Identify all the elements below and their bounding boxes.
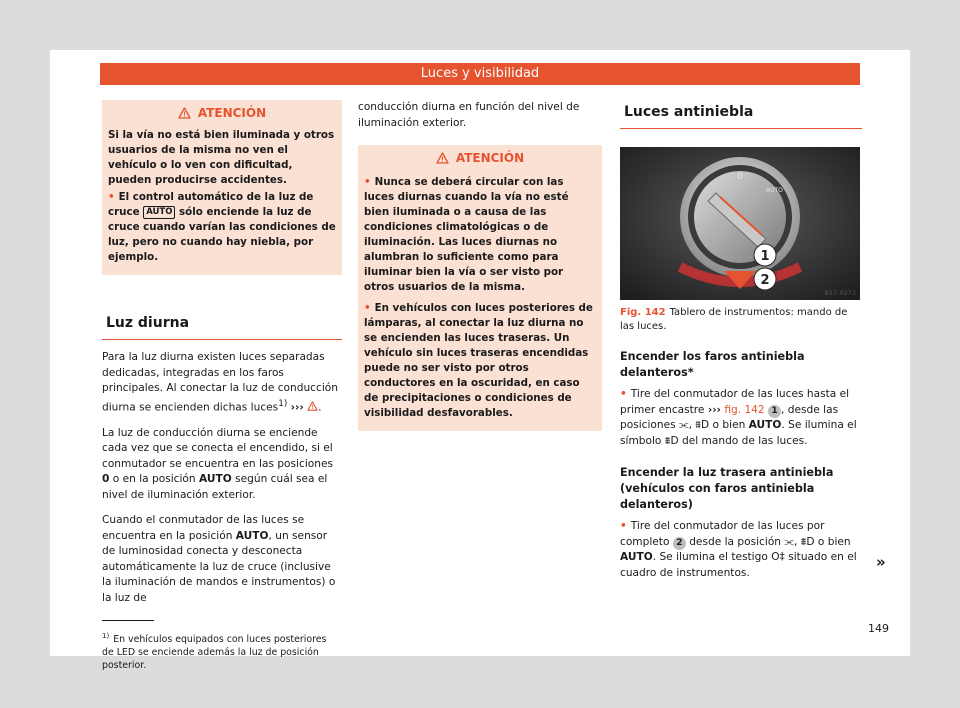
step-rear-fog: • Tire del conmutador de las luces por completo 2 desde la posición ⫘, ⩩D o bien AUTO. Se ilumina el testigo O‡ situado en el cuadro de instrumentos.	[620, 520, 857, 579]
paragraph-1: Para la luz diurna existen luces separadas dedicadas, integradas en los faros principales. Al conectar la luz de conducción diurna se encienden dichas luces$^{1)}$ ››› .	[102, 351, 338, 414]
section-luz-diurna	[102, 315, 342, 606]
step-rear-fog-text-a: Tire del conmutador de las luces por completo	[620, 520, 825, 548]
step-front-fog-text-a: Tire del conmutador de las luces hasta el primer encastre	[620, 388, 850, 416]
warning-body	[102, 124, 342, 265]
paragraph-continued: conducción diurna en función del nivel de iluminación exterior.	[358, 101, 580, 129]
subsection-front-fog: Encender los faros antiniebla delanteros*	[620, 350, 805, 379]
step-front-fog-text-c: o bien	[712, 419, 746, 431]
paragraph-3-text-a: Cuando el conmutador de las luces se encuentra en la posición	[102, 514, 305, 542]
paragraph-2-text-b: o en la posición	[112, 473, 196, 486]
step-front-fog-text-d: . Se ilumina el símbolo	[620, 419, 857, 447]
warning-box-daytime	[358, 145, 602, 431]
warning-list-item-2	[364, 301, 596, 421]
rear-fog-icon: O‡	[771, 551, 785, 563]
bullet: •	[364, 176, 371, 188]
paragraph-2	[102, 426, 342, 504]
position-light-icon: ⫘	[784, 535, 794, 548]
front-fog-icon: ⩩D	[664, 434, 679, 447]
step-rear-fog-text-e: situado en el cuadro de instrumentos.	[620, 551, 857, 579]
bullet: •	[108, 191, 115, 203]
footnote-ref[interactable]: 1)	[278, 398, 288, 409]
paragraph-1-text: Para la luz diurna existen luces separadas dedicadas, integradas en los faros principales. Al conectar la luz de conducción diurna se encienden dichas luces	[102, 351, 338, 414]
warning-box-lighting	[102, 100, 342, 275]
subsection-rear-fog: Encender la luz trasera antiniebla (vehículos con faros antiniebla delanteros)	[620, 466, 834, 511]
footnote	[102, 630, 340, 672]
figure-reference-link[interactable]: fig. 142	[724, 403, 765, 416]
warning-triangle-icon	[178, 107, 191, 119]
low-beam-icon: ⩩D	[800, 535, 815, 548]
warning-title-text: ATENCIÓN	[197, 106, 267, 120]
knob-label-zero: 0	[737, 172, 743, 182]
paragraph-2-text-c: según cuál sea el nivel de iluminación exterior.	[102, 473, 328, 501]
low-beam-icon: ⩩D	[695, 419, 710, 431]
figure-light-switch	[620, 147, 860, 300]
paragraph-3	[102, 513, 342, 606]
bullet: •	[620, 520, 627, 532]
warning-list-item	[108, 190, 336, 265]
bullet: •	[364, 302, 371, 314]
position-zero-symbol: 0	[102, 473, 110, 486]
continue-marker: »	[876, 553, 886, 571]
warning-body	[358, 169, 602, 421]
knob-label-auto: AUTO	[766, 187, 783, 194]
auto-symbol: AUTO	[748, 419, 782, 431]
paragraph-3-text-b: , un sensor de luminosidad conecta y desconecta automáticamente la luz de cruce (inclusive la iluminación de mandos e instrumentos) o la luz de	[102, 529, 336, 604]
warning-item-text-b: sólo enciende la luz de cruce cuando varían las condiciones de luz, pero no cuando hay niebla, por ejemplo.	[108, 206, 336, 263]
figure-caption	[620, 306, 862, 333]
step-rear-fog-text-d: . Se ilumina el testigo	[652, 551, 768, 563]
reference-arrow: ›››	[707, 403, 721, 416]
manual-page	[50, 50, 910, 672]
auto-symbol: AUTO	[620, 551, 653, 563]
auto-symbol: AUTO	[143, 206, 175, 219]
paragraph-2-text-a: La luz de conducción diurna se enciende cada vez que se conecta el encendido, si el conmutador se encuentra en las posiciones	[102, 426, 333, 470]
warning-title-text: ATENCIÓN	[455, 151, 525, 165]
light-switch-illustration	[620, 147, 860, 300]
callout-ref-1: 1	[768, 405, 781, 418]
auto-symbol: AUTO	[235, 529, 269, 542]
warning-triangle-icon	[436, 152, 449, 164]
callout-2: 2	[760, 273, 770, 288]
page-number: 149	[868, 622, 889, 635]
bullet: •	[620, 388, 627, 400]
figure-caption-text: Tablero de instrumentos: mando de las luces.	[620, 307, 848, 332]
warning-paragraph: Si la vía no está bien iluminada y otros usuarios de la misma no ven el vehículo o lo ven con dificultad, pueden producirse accidentes.	[108, 129, 335, 186]
step-front-fog-text-b: , desde las posiciones	[620, 403, 839, 431]
warning-item-2-text: En vehículos con luces posteriores de lámparas, al conectar la luz diurna no se encienden las luces traseras. Un vehículo sin luces traseras encendidas puede no ser visto por otros conductores en la oscuridad, en caso de precipitaciones o condiciones de visibilidad desfavorables.	[364, 302, 593, 419]
section-title: Luces antiniebla	[620, 104, 862, 129]
callout-1: 1	[760, 249, 770, 264]
position-light-icon: ⫘	[679, 419, 689, 431]
column-left	[102, 100, 342, 606]
chapter-header: Luces y visibilidad	[100, 63, 860, 85]
figure-label: Fig. 142	[620, 307, 666, 318]
footnote-marker: 1)	[102, 632, 110, 640]
warning-triangle-icon[interactable]	[307, 401, 318, 411]
step-rear-fog-text-b: desde la posición	[689, 535, 782, 548]
warning-item-1-text: Nunca se deberá circular con las luces diurnas cuando la vía no esté bien iluminada o a causa de las condiciones climatológicas o de iluminación. Las luces diurnas no alumbran lo suficiente como para iluminar bien la vía o ser visto por otros usuarios de la misma.	[364, 176, 569, 293]
section-title: Luz diurna	[102, 315, 342, 340]
reference-arrow: ›››	[290, 401, 304, 414]
column-right	[620, 100, 862, 581]
column-middle	[358, 100, 602, 431]
warning-title	[358, 147, 602, 169]
footnote-text: En vehículos equipados con luces posteriores de LED se enciende además la luz de posición posterior.	[102, 634, 327, 672]
callout-ref-2: 2	[673, 537, 686, 550]
step-front-fog-text-e: del mando de las luces.	[682, 434, 808, 447]
footnote-divider	[102, 620, 154, 621]
warning-title	[102, 102, 342, 124]
warning-list-item-1	[364, 175, 596, 295]
auto-symbol: AUTO	[199, 473, 232, 486]
step-front-fog: • Tire del conmutador de las luces hasta el primer encastre ››› fig. 142 1 , desde las posiciones ⫘, ⩩D o bien AUTO. Se ilumina el símbolo ⩩D del mando de las luces.	[620, 388, 857, 447]
warning-item-text-a: El control automático de la luz de cruce	[108, 191, 314, 218]
figure-code: B57-0273	[824, 289, 856, 297]
step-rear-fog-text-c: o bien	[817, 535, 851, 548]
